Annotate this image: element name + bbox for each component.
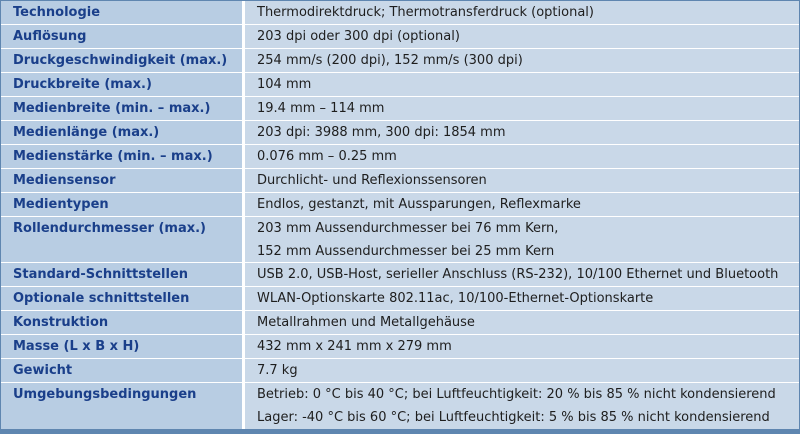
spec-value-medienbreite — [245, 97, 799, 121]
spec-value-line: 104 mm — [257, 77, 312, 92]
spec-value-gewicht — [245, 359, 799, 383]
spec-label-druckgeschwindigkeit: Druckgeschwindigkeit (max.) — [1, 49, 245, 73]
spec-label-medientypen: Medientypen — [1, 193, 245, 217]
spec-label-umgebungsbedingungen: Umgebungsbedingungen — [1, 383, 245, 429]
spec-value-line: 0.076 mm – 0.25 mm — [257, 149, 397, 164]
spec-value-aufloesung — [245, 25, 799, 49]
spec-value-line: Betrieb: 0 °C bis 40 °C; bei Luftfeuchtigkeit: 20 % bis 85 % nicht kondensierend — [257, 387, 776, 402]
spec-label-medienbreite: Medienbreite (min. – max.) — [1, 97, 245, 121]
spec-value-line: 19.4 mm – 114 mm — [257, 101, 385, 116]
spec-label-medienstaerke: Medienstärke (min. – max.) — [1, 145, 245, 169]
spec-value-rollendurchmesser — [245, 217, 799, 263]
spec-value-line: Lager: -40 °C bis 60 °C; bei Luftfeuchtigkeit: 5 % bis 85 % nicht kondensierend — [257, 410, 770, 425]
spec-value-line: Endlos, gestanzt, mit Aussparungen, Reflexmarke — [257, 197, 581, 212]
spec-value-druckbreite — [245, 73, 799, 97]
spec-value-line: 203 dpi oder 300 dpi (optional) — [257, 29, 460, 44]
spec-value-umgebungsbedingungen — [245, 383, 799, 429]
spec-value-optionale-schnittstellen — [245, 287, 799, 311]
spec-value-line: USB 2.0, USB-Host, serieller Anschluss (RS-232), 10/100 Ethernet und Bluetooth — [257, 267, 779, 282]
spec-value-medienlaenge — [245, 121, 799, 145]
spec-value-line: Thermodirektdruck; Thermotransferdruck (optional) — [257, 5, 594, 20]
spec-value-technologie — [245, 1, 799, 25]
spec-label-konstruktion: Konstruktion — [1, 311, 245, 335]
spec-value-line: 203 dpi: 3988 mm, 300 dpi: 1854 mm — [257, 125, 506, 140]
spec-value-line: 152 mm Aussendurchmesser bei 25 mm Kern — [257, 244, 555, 259]
spec-label-mediensensor: Mediensensor — [1, 169, 245, 193]
spec-value-line: 432 mm x 241 mm x 279 mm — [257, 339, 452, 354]
spec-label-masse: Masse (L x B x H) — [1, 335, 245, 359]
spec-label-gewicht: Gewicht — [1, 359, 245, 383]
spec-value-line: 254 mm/s (200 dpi), 152 mm/s (300 dpi) — [257, 53, 523, 68]
spec-value-line: Metallrahmen und Metallgehäuse — [257, 315, 475, 330]
spec-label-technologie: Technologie — [1, 1, 245, 25]
spec-value-druckgeschwindigkeit — [245, 49, 799, 73]
spec-value-medienstaerke — [245, 145, 799, 169]
spec-label-medienlaenge: Medienlänge (max.) — [1, 121, 245, 145]
spec-value-line: 203 mm Aussendurchmesser bei 76 mm Kern, — [257, 221, 559, 236]
spec-label-optionale-schnittstellen: Optionale schnittstellen — [1, 287, 245, 311]
spec-value-line: Durchlicht- und Reflexionssensoren — [257, 173, 487, 188]
spec-label-standard-schnittstellen: Standard-Schnittstellen — [1, 263, 245, 287]
spec-value-konstruktion — [245, 311, 799, 335]
spec-value-medientypen — [245, 193, 799, 217]
spec-label-druckbreite: Druckbreite (max.) — [1, 73, 245, 97]
spec-value-line: 7.7 kg — [257, 363, 298, 378]
spec-value-masse — [245, 335, 799, 359]
spec-label-rollendurchmesser: Rollendurchmesser (max.) — [1, 217, 245, 263]
spec-value-mediensensor — [245, 169, 799, 193]
spec-value-standard-schnittstellen — [245, 263, 799, 287]
spec-value-line: WLAN-Optionskarte 802.11ac, 10/100-Ethernet-Optionskarte — [257, 291, 654, 306]
spec-label-aufloesung: Auflösung — [1, 25, 245, 49]
